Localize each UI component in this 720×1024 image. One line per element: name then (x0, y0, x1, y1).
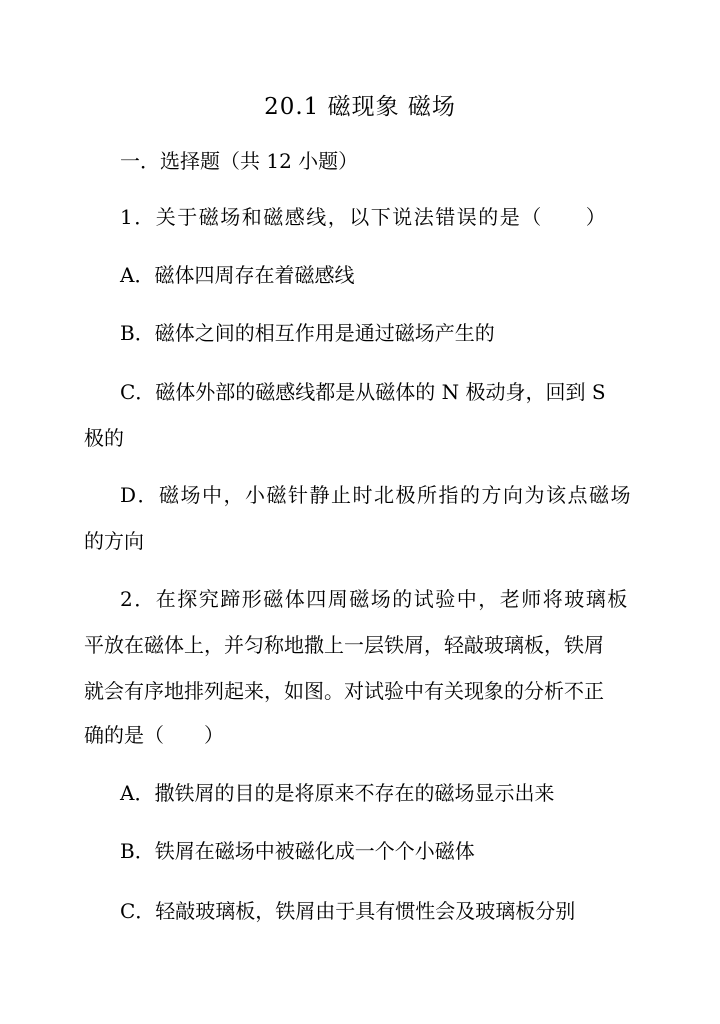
option-c: C．磁体外部的磁感线都是从磁体的 N 极动身，回到 S (120, 380, 606, 404)
question-stem-line-1: 2．在探究蹄形磁体四周磁场的试验中，老师将玻璃板 (120, 587, 629, 611)
page-title: 20.1 磁现象 磁场 (264, 94, 456, 120)
option-a: A．撒铁屑的目的是将原来不存在的磁场显示出来 (120, 781, 555, 805)
option-d-continuation: 的方向 (84, 529, 144, 553)
option-d: D．磁场中，小磁针静止时北极所指的方向为该点磁场 (120, 483, 633, 507)
option-b: B．磁体之间的相互作用是通过磁场产生的 (120, 321, 495, 345)
question-stem-line-2: 平放在磁体上，并匀称地撒上一层铁屑，轻敲玻璃板，铁屑 (84, 633, 604, 657)
question-stem-line-4: 确的是（ ） (84, 723, 224, 747)
option-c: C．轻敲玻璃板，铁屑由于具有惯性会及玻璃板分别 (120, 899, 576, 923)
section-heading: 一．选择题（共 12 小题） (120, 149, 359, 173)
question-stem: 1．关于磁场和磁感线，以下说法错误的是（ ） (120, 205, 608, 229)
question-stem-line-3: 就会有序地排列起来，如图。对试验中有关现象的分析不正 (84, 679, 604, 703)
option-a: A．磁体四周存在着磁感线 (120, 263, 355, 287)
option-c-continuation: 极的 (84, 426, 124, 450)
option-b: B．铁屑在磁场中被磁化成一个个小磁体 (120, 839, 475, 863)
